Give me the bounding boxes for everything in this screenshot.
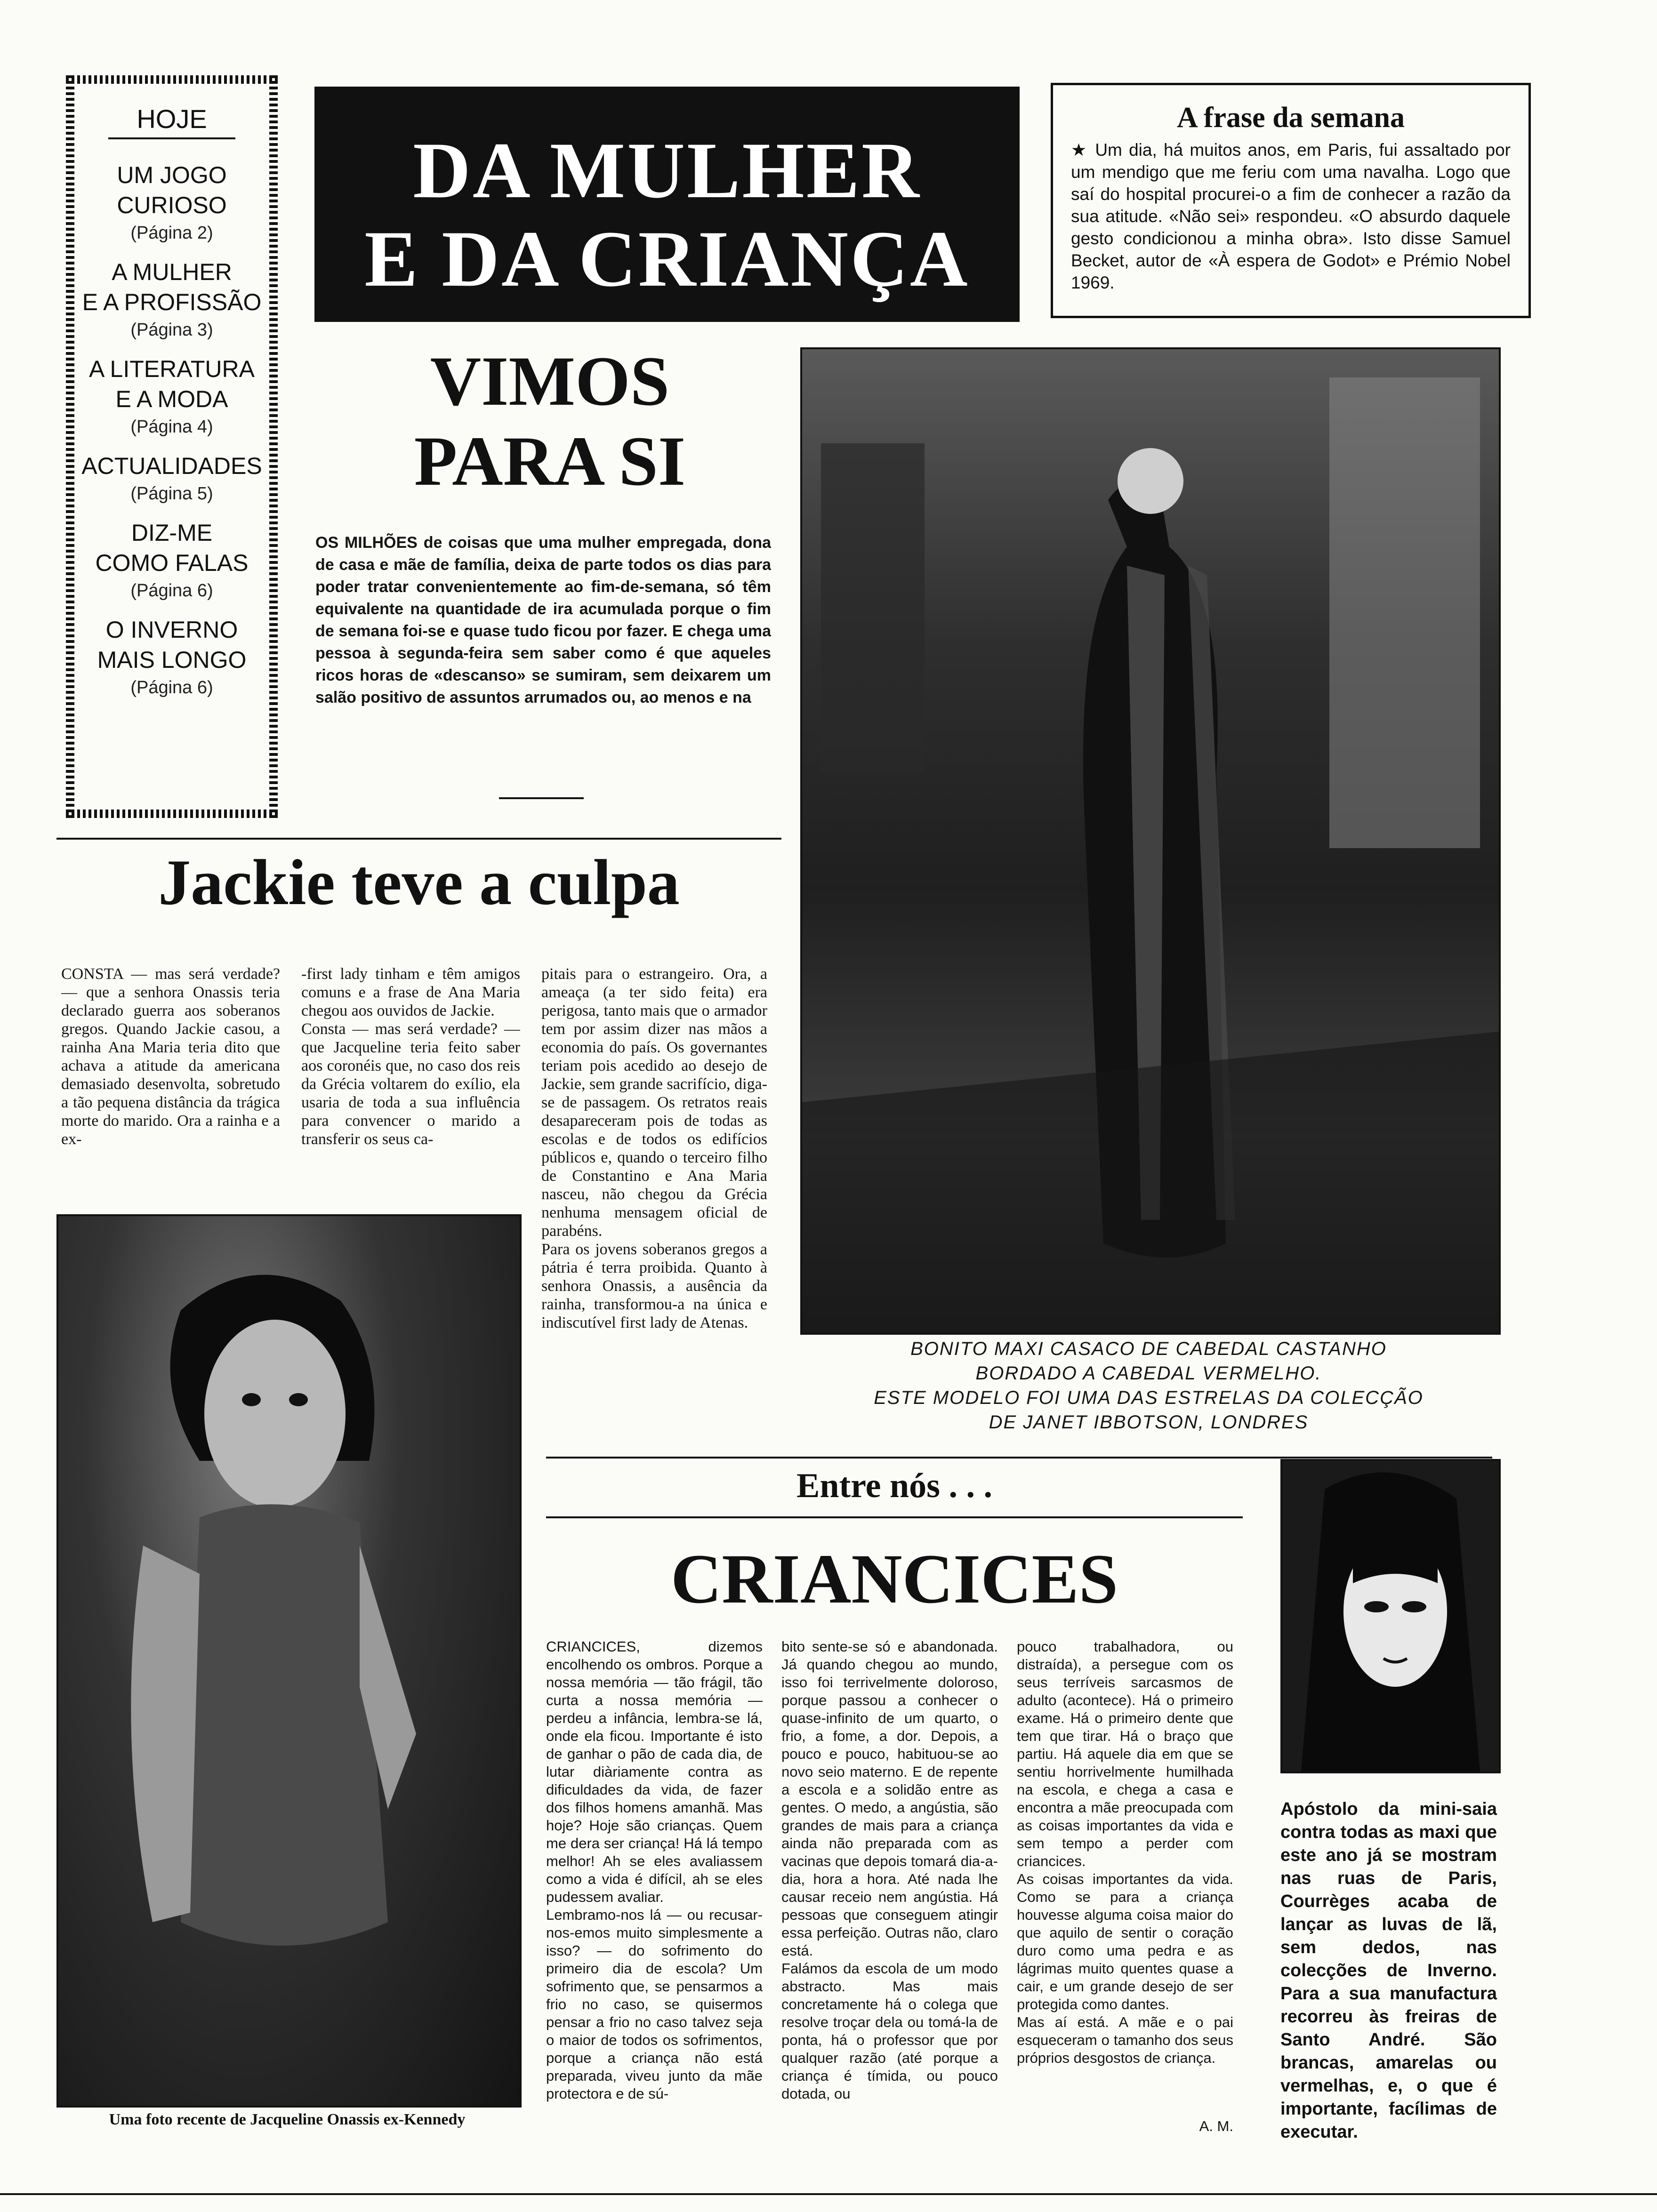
- sidebar-title-rule: [108, 137, 235, 139]
- frase-text: Um dia, há muitos anos, em Paris, fui assaltado por um mendigo que me feriu com uma navalha. Logo que saí do hospital procurei-o a fim de conhecer a razão da sua atitude. «Não sei» respondeu. «O absurdo daquele gesto condicionou a minha obra». Isto disse Samuel Becket, autor de «À espera de Godot» e Prémio Nobel 1969.: [1071, 140, 1511, 292]
- sidebar-item-page: (Página 2): [130, 223, 213, 243]
- sidebar-border-right: [269, 75, 278, 819]
- sidebar-item-page: (Página 6): [130, 678, 213, 697]
- sidebar-item-page: (Página 6): [130, 581, 213, 601]
- jackie-photo-caption: Uma foto recente de Jacqueline Onassis ex-Kennedy: [109, 2111, 466, 2128]
- sidebar-item-line1: A LITERATURA: [89, 356, 255, 382]
- sidebar-item[interactable]: [75, 451, 268, 506]
- vimos-lead: OS MILHÕES: [315, 534, 418, 552]
- fashion-caption-line1: BONITO MAXI CASACO DE CABEDAL CASTANHO: [910, 1338, 1387, 1359]
- section-rule-top: [56, 838, 781, 840]
- section-rule-mid: [546, 1457, 1492, 1459]
- sidebar-item[interactable]: [75, 518, 268, 603]
- sidebar-item-page: (Página 3): [130, 320, 213, 340]
- fashion-photo: [800, 347, 1501, 1335]
- sidebar-item-line1: DIZ-ME: [131, 520, 213, 546]
- jackie-col-3: pitais para o estrangeiro. Ora, a ameaça (a ter sido feita) era perigosa, tanto mais que o armador tem por assim dizer nas mãos a economia do país. Os governantes teriam pois acedido ao desejo de Jackie, sem grande sacrifício, diga-se de passagem. Os retratos reais desapareceram pois de todas as escolas e de todos os edifícios públicos e, quando o terceiro filho de Constantino e Ana Maria nasceu, não chegou da Grécia nenhuma mensagem oficial de parabéns. Para os jovens soberanos gregos a pátria é terra proibida. Quanto à senhora Onassis, a ausência da rainha, transformou-a na única e indiscutível first lady de Atenas.: [541, 965, 767, 1331]
- sidebar-item-page: (Página 4): [130, 417, 213, 437]
- criancices-title: CRIANCICES: [670, 1540, 1118, 1618]
- masthead-line1: DA MULHER: [413, 126, 921, 215]
- sidebar-item-line2: MAIS LONGO: [97, 647, 247, 673]
- vimos-text: de coisas que uma mulher empregada, dona de casa e mãe de família, deixa de parte todos os dias para poder tratar convenientemente ao fim-de-semana, só têm equivalente na quantidade de ira acumulada porque o fim de semana foi-se e quase tudo ficou por fazer. E chega uma pessoa à segunda-feira sem saber como é que aqueles ricos horas de «descanso» se sumiram, sem deixarem um salão positivo de assuntos arrumados ou, ao menos e na: [315, 534, 771, 706]
- sidebar-item-line1: O INVERNO: [105, 617, 238, 643]
- sidebar-item-page: (Página 5): [130, 484, 213, 504]
- vimos-end-rule: [499, 797, 584, 799]
- frase-text-block: [1071, 139, 1511, 294]
- page-bottom-rule: [0, 2193, 1657, 2195]
- sidebar-title: HOJE: [137, 104, 207, 134]
- criancices-col-1: CRIANCICES, dizemos encolhendo os ombros. Porque a nossa memória — tão frágil, tão curta a nossa memória — perdeu a infância, lembra-se lá, onde ela ficou. Importante é isto de ganhar o pão de cada dia, de lutar diàriamente contra as dificuldades da vida, de fazer dos filhos homens amanhã. Mas hoje? Hoje são crianças. Quem me dera ser criança! Há lá tempo melhor! Ah se eles avaliassem como a vida é difícil, ah se eles pudessem avaliar. Lembramo-nos lá — ou recusar-nos-emos muito simplesmente a isso? — do sofrimento do primeiro dia de escola? Um sofrimento que, se pensarmos a frio no caso, se quisermos pensar a frio no caso talvez seja o maior de todos os sofrimentos, porque a criança não está preparada, viveu junto da mãe protectora e de sú-: [546, 1638, 763, 2102]
- sidebar-item-line2: CURIOSO: [117, 192, 227, 218]
- criancices-col-3: pouco trabalhadora, ou distraída), a persegue com os seus terríveis sarcasmos de adulto (acontece). Há o primeiro exame. Há o primeiro dente que tem que tirar. Há o braço que partiu. Há aquele dia em que se sentiu horrivelmente humilhada na escola, e chega a casa e encontra a mãe preocupada com as coisas importantes da vida e sem tempo a perder com criancices. As coisas importantes da vida. Como se para a criança houvesse alguma coisa maior do que aquilo de sentir o coração duro como uma pedra e as lágrimas muito quentes quase a cair, e um grande desejo de ser protegida como dantes. Mas aí está. A mãe e o pai esqueceram o tamanho dos seus próprios desgostos de criança.: [1017, 1638, 1233, 2066]
- sidebar-item[interactable]: [75, 257, 268, 343]
- sidebar-item-line2: E A MODA: [115, 386, 228, 412]
- sidebar-item-line2: E A PROFISSÃO: [82, 289, 262, 315]
- sidebar-border-bottom: [66, 809, 278, 818]
- criancices-col-2: bito sente-se só e abandonada. Já quando chegou ao mundo, isso foi terrivelmente doloroso, porque passou a conhecer o quase-infinito de um quarto, o frio, a fome, a dor. Depois, a pouco e pouco, habituou-se ao novo seio materno. E de repente a escola e a solidão entre as gentes. O medo, a angústia, são grandes de mais para a criança ainda não preparada com as vacinas que depois tomará dia-a-dia, hora a hora. Até nada lhe causar receio nem angústia. Há pessoas que conseguem atingir essa perfeição. Outras não, claro está. Falámos da escola de um modo abstracto. Mas mais concretamente há o colega que resolve troçar dela ou tomá-la de ponta, há o professor que por qualquer razão (até porque a criança é tímida, ou pouco dotada, ou: [781, 1638, 998, 2102]
- sidebar-item-line1: UM JOGO: [117, 162, 227, 188]
- vimos-title-2: PARA SI: [414, 422, 686, 500]
- woman-illustration-icon: [1282, 1461, 1499, 1771]
- sidebar-item[interactable]: [75, 354, 268, 440]
- jackie-photo-figure: [58, 1216, 520, 2106]
- sidebar-item-line2: COMO FALAS: [95, 550, 249, 576]
- fashion-caption-line4: DE JANET IBBOTSON, LONDRES: [989, 1412, 1309, 1433]
- jackie-title: Jackie teve a culpa: [158, 846, 680, 918]
- fashion-photo-figure: [802, 349, 1499, 1333]
- frase-box: [1051, 83, 1531, 318]
- vimos-body: [315, 532, 771, 795]
- sidebar-item[interactable]: [75, 160, 268, 246]
- sidebar-list: [75, 160, 268, 712]
- sidebar-border-top: [66, 75, 278, 84]
- jackie-photo: [56, 1214, 522, 2108]
- sidebar-item-line1: A MULHER: [112, 259, 232, 285]
- fashion-caption: [800, 1337, 1497, 1435]
- contents-sidebar: [66, 75, 278, 819]
- frase-title: A frase da semana: [1177, 102, 1405, 134]
- minisaia-illustration: [1280, 1459, 1501, 1773]
- minisaia-text: Apóstolo da mini-saia contra todas as maxi que este ano já se mostram nas ruas de Paris, Courrèges acaba de lançar as luvas de lã, sem dedos, nas colecções de Inverno. Para a sua manufactura recorreu às freiras de Santo André. São brancas, amarelas ou vermelhas, e, o que é importante, facílimas de executar.: [1280, 1799, 1497, 2142]
- vimos-title-1: VIMOS: [430, 342, 670, 420]
- sidebar-item-line1: ACTUALIDADES: [81, 453, 262, 479]
- criancices-kicker: Entre nós . . .: [796, 1467, 992, 1505]
- jackie-col-1: CONSTA — mas será verdade? — que a senhora Onassis teria declarado guerra aos soberanos gregos. Quando Jackie casou, a rainha Ana Maria teria dito que achava a atitude da americana demasiado desenvolta, sobretudo a tão pequena distância da trágica morte do marido. Ora a rainha e a ex-: [61, 965, 280, 1148]
- jackie-col-2: -first lady tinham e têm amigos comuns e a frase de Ana Maria chegou aos ouvidos de Jackie. Consta — mas será verdade? — que Jacqueline teria feito saber aos coronéis que, no caso dos reis da Grécia voltarem do exílio, ela usaria de toda a sua influência para convencer o marido a transferir os seus ca-: [301, 965, 520, 1148]
- section-rule-kicker: [546, 1516, 1243, 1518]
- fashion-caption-line3: ESTE MODELO FOI UMA DAS ESTRELAS DA COLECÇÃO: [874, 1387, 1424, 1408]
- masthead-line2: E DA CRIANÇA: [364, 215, 970, 303]
- sidebar-item[interactable]: [75, 615, 268, 700]
- fashion-caption-line2: BORDADO A CABEDAL VERMELHO.: [975, 1363, 1322, 1384]
- star-icon: ★: [1071, 140, 1089, 160]
- sidebar-border-left: [66, 75, 74, 819]
- masthead: [314, 87, 1020, 322]
- criancices-signature: A. M.: [1199, 2118, 1233, 2134]
